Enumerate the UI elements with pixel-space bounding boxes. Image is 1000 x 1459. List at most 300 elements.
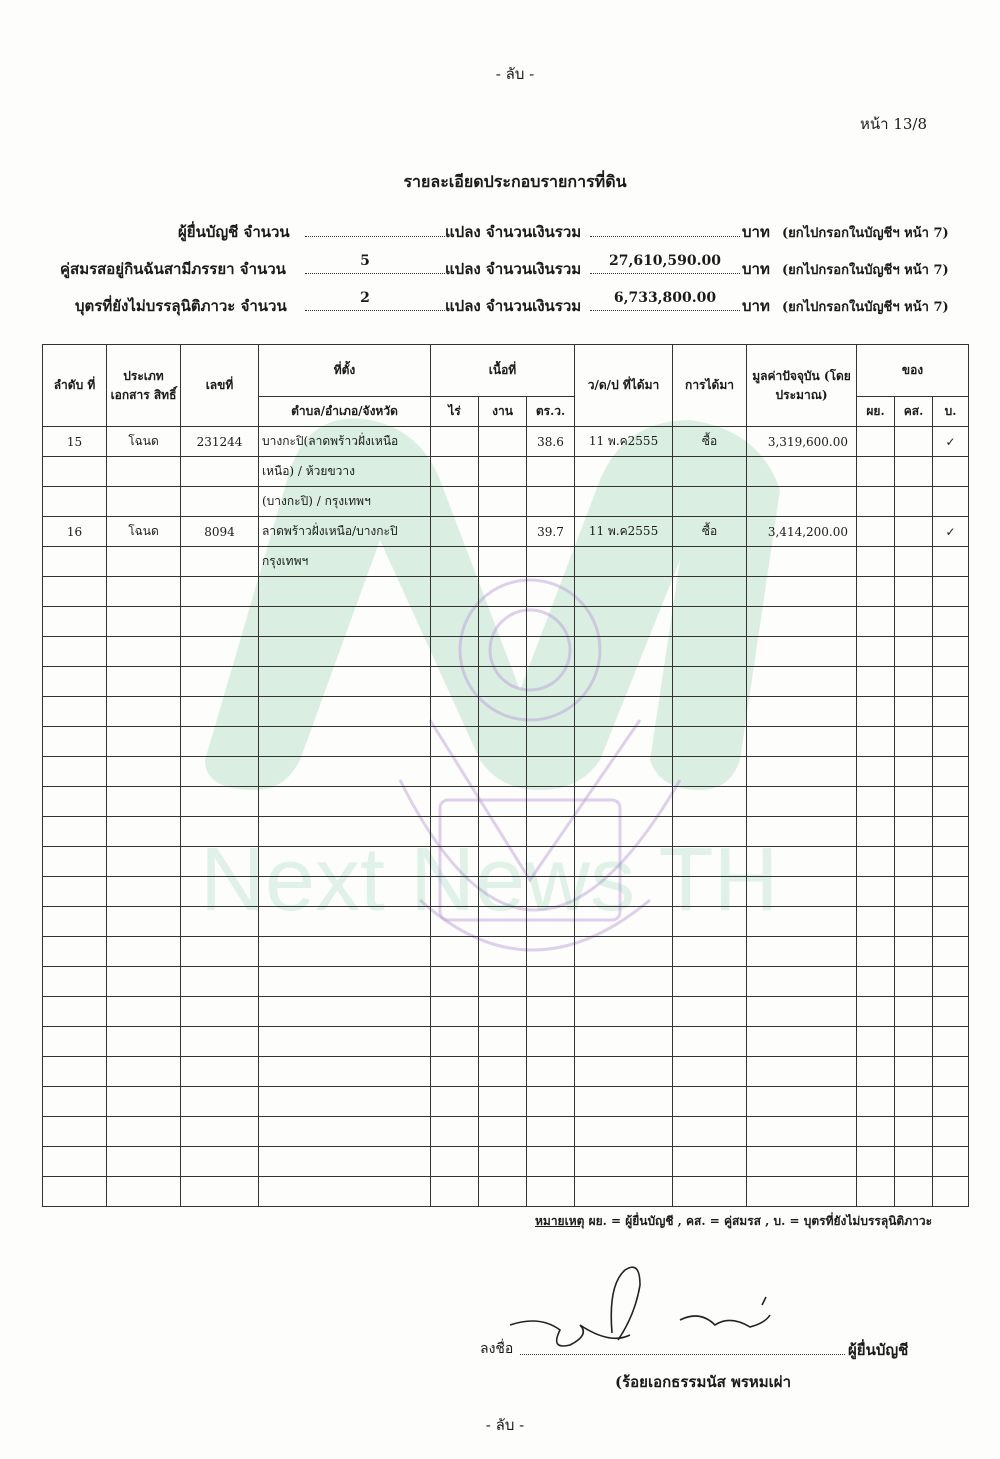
cell-o1 [857, 517, 895, 547]
cell-empty [895, 1027, 933, 1057]
signer-role: ผู้ยื่นบัญชี [848, 1341, 909, 1359]
cell-empty [673, 637, 747, 667]
cell-empty [479, 967, 527, 997]
cell-empty [895, 577, 933, 607]
cell-acq [673, 547, 747, 577]
cell-empty [259, 757, 431, 787]
cell-empty [857, 907, 895, 937]
cell-empty [895, 1177, 933, 1207]
table-row [43, 997, 969, 1027]
cell-empty [181, 637, 259, 667]
cell-empty [857, 1087, 895, 1117]
cell-empty [259, 1117, 431, 1147]
cell-empty [259, 967, 431, 997]
cell-empty [43, 937, 107, 967]
table-row [43, 1087, 969, 1117]
cell-empty [107, 877, 181, 907]
cell-empty [575, 907, 673, 937]
summary-note: (ยกไปกรอกในบัญชีฯ หน้า 7) [782, 300, 949, 315]
cell-empty [575, 967, 673, 997]
cell-empty [107, 697, 181, 727]
cell-empty [895, 757, 933, 787]
table-row [43, 1057, 969, 1087]
cell-empty [259, 1087, 431, 1117]
cell-o3 [933, 457, 969, 487]
summary-label: บุตรที่ยังไม่บรรลุนิติภาวะ จำนวน [75, 297, 287, 315]
cell-empty [857, 577, 895, 607]
cell-empty [181, 757, 259, 787]
cell-empty [259, 817, 431, 847]
cell-empty [43, 967, 107, 997]
cell-empty [747, 1057, 857, 1087]
cell-empty [933, 997, 969, 1027]
cell-empty [933, 1027, 969, 1057]
cell-empty [895, 1057, 933, 1087]
cell-empty [933, 757, 969, 787]
cell-empty [107, 817, 181, 847]
summary-note: (ยกไปกรอกในบัญชีฯ หน้า 7) [782, 226, 949, 241]
cell-empty [431, 1087, 479, 1117]
cell-empty [857, 1117, 895, 1147]
table-row [43, 937, 969, 967]
summary-count: 2 [360, 290, 370, 306]
cell-empty [895, 1117, 933, 1147]
cell-empty [181, 817, 259, 847]
table-row [43, 697, 969, 727]
cell-empty [181, 1177, 259, 1207]
cell-empty [479, 877, 527, 907]
cell-empty [527, 1177, 575, 1207]
table-row [43, 787, 969, 817]
summary-label: ผู้ยื่นบัญชี จำนวน [178, 223, 290, 241]
cell-empty [479, 1057, 527, 1087]
cell-o1 [857, 487, 895, 517]
col-owner-filer: ผย. [857, 397, 895, 427]
cell-empty [431, 817, 479, 847]
cell-empty [527, 1027, 575, 1057]
cell-empty [259, 727, 431, 757]
cell-empty [895, 877, 933, 907]
cell-empty [259, 577, 431, 607]
cell-empty [857, 937, 895, 967]
cell-empty [181, 1057, 259, 1087]
cell-empty [431, 1147, 479, 1177]
cell-no [43, 547, 107, 577]
cell-empty [933, 667, 969, 697]
cell-empty [673, 607, 747, 637]
cell-empty [431, 907, 479, 937]
cell-empty [259, 907, 431, 937]
cell-empty [259, 697, 431, 727]
cell-no [43, 457, 107, 487]
cell-loc: บางกะปิ(ลาดพร้าวฝั่งเหนือ [259, 427, 431, 457]
summary-label: คู่สมรสอยู่กินฉันสามีภรรยา จำนวน [60, 260, 286, 278]
cell-date [575, 457, 673, 487]
cell-empty [527, 667, 575, 697]
table-row [43, 667, 969, 697]
cell-empty [43, 637, 107, 667]
cell-empty [527, 1057, 575, 1087]
cell-empty [747, 967, 857, 997]
cell-empty [479, 667, 527, 697]
cell-empty [575, 607, 673, 637]
cell-empty [107, 1027, 181, 1057]
cell-empty [181, 1147, 259, 1177]
cell-empty [107, 577, 181, 607]
cell-empty [575, 787, 673, 817]
cell-empty [747, 607, 857, 637]
cell-empty [575, 1147, 673, 1177]
table-row [43, 757, 969, 787]
cell-empty [933, 817, 969, 847]
cell-empty [431, 967, 479, 997]
cell-empty [673, 967, 747, 997]
cell-empty [673, 937, 747, 967]
cell-o3 [933, 487, 969, 517]
cell-empty [259, 877, 431, 907]
cell-empty [895, 1087, 933, 1117]
cell-empty [479, 847, 527, 877]
cell-o1 [857, 547, 895, 577]
cell-empty [575, 877, 673, 907]
cell-empty [857, 1027, 895, 1057]
cell-no: 15 [43, 427, 107, 457]
table-row [43, 547, 969, 577]
cell-sqwa [527, 547, 575, 577]
cell-rai [431, 487, 479, 517]
cell-empty [181, 877, 259, 907]
cell-empty [431, 637, 479, 667]
cell-empty [259, 1027, 431, 1057]
cell-empty [857, 877, 895, 907]
table-row [43, 517, 969, 547]
cell-empty [933, 967, 969, 997]
cell-empty [107, 1057, 181, 1087]
cell-empty [857, 1177, 895, 1207]
cell-o2 [895, 487, 933, 517]
cell-empty [895, 727, 933, 757]
cell-empty [527, 637, 575, 667]
cell-empty [747, 937, 857, 967]
cell-empty [857, 847, 895, 877]
cell-empty [43, 577, 107, 607]
cell-empty [259, 787, 431, 817]
cell-empty [107, 967, 181, 997]
cell-o1 [857, 427, 895, 457]
cell-empty [575, 697, 673, 727]
cell-empty [43, 817, 107, 847]
cell-empty [895, 697, 933, 727]
cell-empty [181, 1117, 259, 1147]
cell-empty [479, 787, 527, 817]
summary-unit: แปลง จำนวนเงินรวม [445, 297, 582, 315]
table-row [43, 1177, 969, 1207]
cell-empty [673, 787, 747, 817]
cell-sqwa: 39.7 [527, 517, 575, 547]
cell-doc_no: 231244 [181, 427, 259, 457]
cell-empty [747, 727, 857, 757]
cell-empty [479, 727, 527, 757]
cell-rai [431, 427, 479, 457]
cell-empty [259, 937, 431, 967]
cell-empty [527, 1087, 575, 1117]
cell-empty [107, 1087, 181, 1117]
summary-currency: บาท [742, 223, 770, 241]
cell-empty [747, 577, 857, 607]
cell-empty [107, 787, 181, 817]
cell-o3: ✓ [933, 427, 969, 457]
footnote [535, 1212, 932, 1231]
summary-currency: บาท [742, 260, 770, 278]
cell-empty [747, 1087, 857, 1117]
cell-empty [895, 817, 933, 847]
cell-empty [431, 727, 479, 757]
table-row [43, 847, 969, 877]
table-row [43, 967, 969, 997]
cell-empty [43, 1117, 107, 1147]
cell-empty [479, 937, 527, 967]
table-row [43, 427, 969, 457]
signer-name: (ร้อยเอกธรรมนัส พรหมเผ่า [615, 1373, 792, 1391]
cell-ngan [479, 427, 527, 457]
cell-loc: เหนือ) / ห้วยขวาง [259, 457, 431, 487]
cell-empty [43, 757, 107, 787]
cell-value: 3,414,200.00 [747, 517, 857, 547]
bottom-secret-mark: - ลับ - [485, 1416, 525, 1434]
cell-empty [575, 937, 673, 967]
cell-empty [431, 1177, 479, 1207]
cell-empty [431, 1027, 479, 1057]
cell-empty [479, 1147, 527, 1177]
cell-empty [747, 637, 857, 667]
cell-empty [43, 997, 107, 1027]
cell-empty [575, 847, 673, 877]
cell-empty [107, 1177, 181, 1207]
cell-empty [107, 1117, 181, 1147]
col-date: ว/ด/ป ที่ได้มา [575, 345, 673, 427]
cell-empty [431, 697, 479, 727]
page-title: รายละเอียดประกอบรายการที่ดิน [403, 172, 627, 191]
cell-empty [479, 697, 527, 727]
cell-empty [933, 1087, 969, 1117]
cell-doc_no [181, 457, 259, 487]
cell-empty [43, 667, 107, 697]
cell-empty [107, 907, 181, 937]
cell-empty [933, 1147, 969, 1177]
cell-acq [673, 457, 747, 487]
cell-empty [673, 1177, 747, 1207]
cell-empty [527, 907, 575, 937]
cell-rai [431, 457, 479, 487]
cell-empty [259, 667, 431, 697]
cell-sqwa [527, 457, 575, 487]
cell-value [747, 457, 857, 487]
col-no: ลำดับ ที่ [43, 345, 107, 427]
cell-empty [181, 607, 259, 637]
cell-empty [43, 697, 107, 727]
cell-loc: (บางกะปิ) / กรุงเทพฯ [259, 487, 431, 517]
cell-empty [747, 847, 857, 877]
cell-empty [431, 757, 479, 787]
cell-empty [431, 847, 479, 877]
cell-empty [673, 817, 747, 847]
cell-empty [479, 1117, 527, 1147]
cell-no [43, 487, 107, 517]
cell-empty [673, 1117, 747, 1147]
cell-empty [857, 1057, 895, 1087]
cell-empty [895, 907, 933, 937]
cell-empty [933, 637, 969, 667]
cell-empty [857, 1147, 895, 1177]
cell-empty [747, 787, 857, 817]
cell-o2 [895, 547, 933, 577]
summary-amount: 27,610,590.00 [608, 253, 722, 269]
cell-empty [259, 1057, 431, 1087]
cell-rai [431, 517, 479, 547]
cell-empty [527, 967, 575, 997]
cell-empty [673, 697, 747, 727]
cell-doc_type [107, 487, 181, 517]
cell-empty [575, 997, 673, 1027]
cell-empty [673, 577, 747, 607]
cell-empty [575, 667, 673, 697]
col-doc-no: เลขที่ [181, 345, 259, 427]
cell-empty [747, 1027, 857, 1057]
cell-empty [895, 787, 933, 817]
cell-rai [431, 547, 479, 577]
top-secret-mark: - ลับ - [495, 65, 535, 83]
cell-empty [673, 757, 747, 787]
cell-empty [933, 607, 969, 637]
cell-empty [895, 997, 933, 1027]
cell-empty [933, 787, 969, 817]
cell-empty [107, 667, 181, 697]
cell-empty [479, 817, 527, 847]
cell-empty [431, 937, 479, 967]
cell-empty [181, 847, 259, 877]
cell-doc_no: 8094 [181, 517, 259, 547]
table-row [43, 877, 969, 907]
cell-empty [933, 1117, 969, 1147]
cell-date: 11 พ.ค2555 [575, 517, 673, 547]
cell-empty [857, 997, 895, 1027]
col-ngan: งาน [479, 397, 527, 427]
cell-doc_type: โฉนด [107, 427, 181, 457]
cell-empty [747, 997, 857, 1027]
cell-empty [933, 937, 969, 967]
table-row [43, 817, 969, 847]
cell-empty [181, 697, 259, 727]
cell-doc_type [107, 457, 181, 487]
cell-value [747, 547, 857, 577]
cell-empty [479, 757, 527, 787]
cell-empty [895, 937, 933, 967]
cell-loc: กรุงเทพฯ [259, 547, 431, 577]
cell-date [575, 487, 673, 517]
summary-unit: แปลง จำนวนเงินรวม [445, 223, 582, 241]
cell-empty [479, 637, 527, 667]
cell-empty [857, 607, 895, 637]
cell-empty [479, 907, 527, 937]
table-row [43, 577, 969, 607]
table-body [43, 427, 969, 1207]
cell-empty [857, 757, 895, 787]
cell-empty [431, 577, 479, 607]
cell-empty [259, 847, 431, 877]
table-row [43, 637, 969, 667]
table-row [43, 727, 969, 757]
cell-empty [673, 907, 747, 937]
cell-o3: ✓ [933, 517, 969, 547]
cell-ngan [479, 487, 527, 517]
cell-value [747, 487, 857, 517]
cell-empty [107, 1147, 181, 1177]
cell-empty [43, 787, 107, 817]
cell-ngan [479, 517, 527, 547]
col-area: เนื้อที่ [431, 345, 575, 397]
cell-empty [527, 697, 575, 727]
cell-empty [431, 607, 479, 637]
cell-empty [747, 877, 857, 907]
cell-empty [527, 607, 575, 637]
cell-empty [107, 727, 181, 757]
cell-empty [431, 787, 479, 817]
cell-empty [895, 637, 933, 667]
cell-empty [575, 817, 673, 847]
cell-empty [857, 967, 895, 997]
cell-empty [107, 847, 181, 877]
cell-empty [107, 757, 181, 787]
cell-loc: ลาดพร้าวฝั่งเหนือ/บางกะปิ [259, 517, 431, 547]
cell-empty [43, 907, 107, 937]
cell-sqwa [527, 487, 575, 517]
cell-empty [259, 607, 431, 637]
cell-empty [575, 1027, 673, 1057]
cell-empty [747, 817, 857, 847]
cell-empty [747, 667, 857, 697]
table-row [43, 1027, 969, 1057]
cell-empty [933, 727, 969, 757]
cell-empty [527, 1117, 575, 1147]
cell-empty [857, 637, 895, 667]
table-row [43, 1117, 969, 1147]
cell-empty [107, 937, 181, 967]
cell-empty [857, 817, 895, 847]
cell-empty [43, 607, 107, 637]
table-row [43, 457, 969, 487]
summary-unit: แปลง จำนวนเงินรวม [445, 260, 582, 278]
cell-empty [479, 1177, 527, 1207]
cell-o2 [895, 457, 933, 487]
cell-o1 [857, 457, 895, 487]
handwritten-signature [500, 1255, 800, 1365]
table-row [43, 607, 969, 637]
cell-empty [673, 1087, 747, 1117]
summary-amount: 6,733,800.00 [613, 290, 717, 306]
cell-empty [933, 1057, 969, 1087]
col-doc-type: ประเภท เอกสาร สิทธิ์ [107, 345, 181, 427]
col-value: มูลค่าปัจจุบัน (โดยประมาณ) [747, 345, 857, 427]
cell-empty [895, 667, 933, 697]
cell-empty [181, 907, 259, 937]
cell-empty [527, 757, 575, 787]
cell-acq: ซื้อ [673, 427, 747, 457]
table-row [43, 1147, 969, 1177]
summary-note: (ยกไปกรอกในบัญชีฯ หน้า 7) [782, 263, 949, 278]
cell-empty [181, 727, 259, 757]
cell-doc_type [107, 547, 181, 577]
cell-empty [479, 1087, 527, 1117]
